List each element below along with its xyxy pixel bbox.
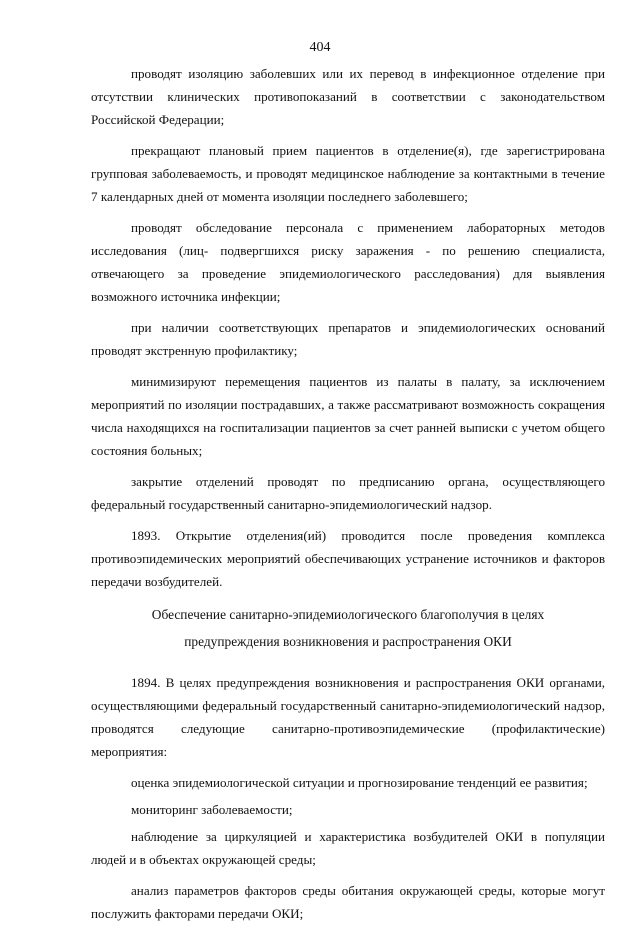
paragraph-staff-examination: проводят обследование персонала с применением лабораторных методов исследования (лиц- подвергшихся риску заражения - по решению специалиста, отвечающего за проведение эпидемиологического расследования) для выявления возможного источника инфекции; xyxy=(91,220,605,304)
section-heading-line-1: Обеспечение санитарно-эпидемиологического благополучия в целях xyxy=(151,607,545,622)
paragraph-closure: закрытие отделений проводят по предписанию органа, осуществляющего федеральный государственный санитарно-эпидемиологический надзор. xyxy=(91,474,605,512)
section-heading-line-2: предупреждения возникновения и распространения ОКИ xyxy=(184,634,512,649)
paragraph-stop-admission: прекращают плановый прием пациентов в отделение(я), где зарегистрирована групповая заболеваемость, и проводят медицинское наблюдение за контактными в течение 7 календарных дней от момента изоляции последнего заболевшего; xyxy=(91,143,605,204)
list-item-monitoring: мониторинг заболеваемости; xyxy=(131,802,293,817)
paragraph-minimize-movement: минимизируют перемещения пациентов из палаты в палату, за исключением мероприятий по изоляции пострадавших, а также рассматривают возможность сокращения числа находящихся на госпитализации пациентов за счет ранней выписки с учетом общего состояния больных; xyxy=(91,374,605,458)
paragraph-1893: 1893. Открытие отделения(ий) проводится после проведения комплекса противоэпидемических мероприятий обеспечивающих устранение источников и факторов передачи возбудителей. xyxy=(91,528,605,589)
list-item-situation-assessment: оценка эпидемиологической ситуации и прогнозирование тенденций ее развития; xyxy=(131,775,588,790)
section-heading xyxy=(91,601,605,655)
paragraph-isolation: проводят изоляцию заболевших или их перевод в инфекционное отделение при отсутствии клинических противопоказаний в соответствии с законодательством Российской Федерации; xyxy=(91,66,605,127)
document-body xyxy=(91,62,605,933)
paragraph-1894: 1894. В целях предупреждения возникновения и распространения ОКИ органами, осуществляющими федеральный государственный санитарно-эпидемиологический надзор, проводятся следующие санитарно-противоэпидемические (профилактические) мероприятия: xyxy=(91,675,605,759)
page-number: 404 xyxy=(309,40,331,55)
paragraph-emergency-prophylaxis: при наличии соответствующих препаратов и эпидемиологических оснований проводят экстренную профилактику; xyxy=(91,320,605,358)
list-item-pathogen-surveillance: наблюдение за циркуляцией и характеристика возбудителей ОКИ в популяции людей и в объектах окружающей среды; xyxy=(91,829,605,867)
list-item-environment-analysis: анализ параметров факторов среды обитания окружающей среды, которые могут послужить факторами передачи ОКИ; xyxy=(91,883,605,921)
